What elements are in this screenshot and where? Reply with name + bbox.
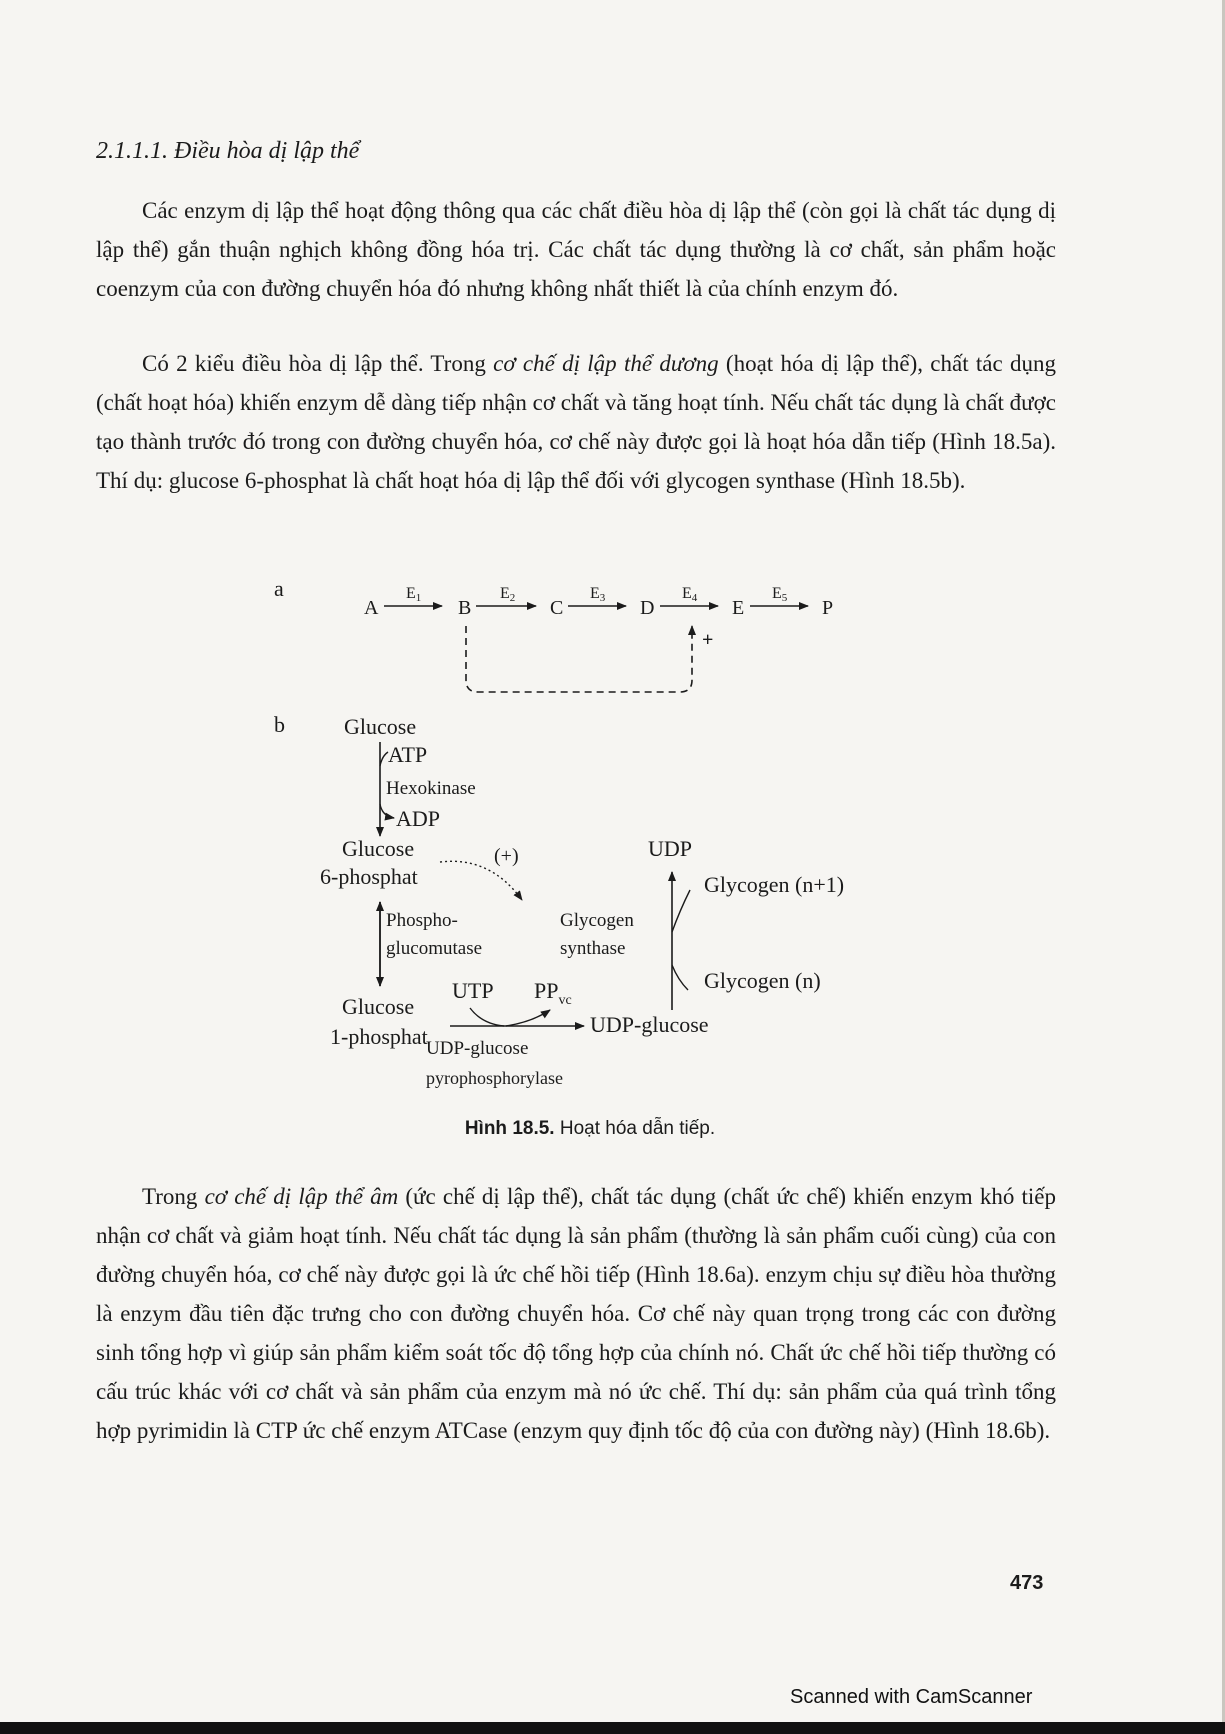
glycogen-n1-curve — [672, 890, 690, 932]
feedforward-dashed-arrow — [466, 626, 692, 692]
caption-number: Hình 18.5. — [464, 1118, 555, 1139]
udp-label: UDP — [648, 836, 693, 861]
paragraph-2 — [96, 344, 1056, 500]
paragraph-3 — [96, 1177, 1056, 1450]
enzyme-label-line1: UDP-glucose — [426, 1038, 529, 1059]
glucose-label: Glucose — [344, 714, 417, 739]
hexokinase-label: Hexokinase — [386, 778, 476, 799]
mutase-label-line1: Phospho- — [386, 910, 458, 931]
feedforward-plus-sign: + — [702, 629, 714, 651]
glycogen-n-label: Glycogen (n) — [704, 968, 821, 993]
node-e: E — [732, 597, 745, 619]
g1p-label-line1: Glucose — [342, 994, 415, 1019]
atp-label: ATP — [388, 742, 428, 767]
ppvc-curve — [506, 1010, 550, 1026]
figure-18-5 — [260, 570, 920, 1139]
page-number: 473 — [1010, 1572, 1044, 1594]
ppvc-label: $PP_{vc}$ — [534, 978, 572, 1008]
panel-b-pathway — [320, 714, 844, 1088]
activator-sign: (+) — [494, 845, 519, 867]
node-d: D — [640, 597, 655, 619]
g6p-label-line1: Glucose — [342, 836, 415, 861]
enzyme-e4-label: E4 — [682, 585, 698, 604]
paragraph-2-text-after: (hoạt hóa dị lập thể), chất tác dụng (chất hoạt hóa) khiến enzym dễ dàng tiếp nhận cơ chất và tăng hoạt tính. Nếu chất tác dụng là chất được tạo thành trước đó trong con đường chuyển hóa, cơ chế này được gọi là hoạt hóa dẫn tiếp (Hình 18.5a). Thí dụ: glucose 6-phosphat là chất hoạt hóa dị lập thể đối với glycogen synthase (Hình 18.5b). — [96, 351, 1056, 493]
udp-glucose-label: UDP-glucose — [590, 1012, 709, 1037]
g1p-label-line2: 1-phosphat — [330, 1024, 428, 1049]
adp-label: ADP — [396, 806, 441, 831]
node-c: C — [550, 597, 564, 619]
scanner-watermark: Scanned with CamScanner — [790, 1686, 1033, 1708]
node-a: A — [364, 597, 379, 619]
node-b: B — [458, 597, 472, 619]
atp-curve — [380, 752, 388, 766]
synthase-label-line1: Glycogen — [560, 910, 634, 931]
paragraph-2-emphasis: cơ chế dị lập thể dương — [493, 351, 719, 376]
panel-a-label: a — [274, 576, 284, 601]
glycogen-n1-label: Glycogen (n+1) — [704, 872, 845, 897]
enzyme-e1-label: E1 — [406, 585, 422, 604]
section-heading: 2.1.1.1. Điều hòa dị lập thể — [96, 138, 360, 164]
paragraph-3-emphasis: cơ chế dị lập thể âm — [204, 1184, 399, 1209]
utp-label: UTP — [452, 978, 494, 1003]
enzyme-e5-label: E5 — [772, 585, 788, 604]
node-p: P — [822, 597, 834, 619]
mutase-label-line2: glucomutase — [386, 938, 483, 959]
synthase-label-line2: synthase — [560, 938, 626, 959]
paragraph-1: Các enzym dị lập thể hoạt động thông qua các chất điều hòa dị lập thể (còn gọi là chất tác dụng dị lập thể) gắn thuận nghịch không đồng hóa trị. Các chất tác dụng thường là cơ chất, sản phẩm hoặc coenzym của con đường chuyển hóa đó nhưng không nhất thiết là của chính enzym đó. — [96, 198, 1056, 301]
enzyme-e3-label: E3 — [590, 585, 606, 604]
utp-curve — [470, 1008, 504, 1026]
paragraph-3-text-before: Trong — [142, 1184, 205, 1209]
activation-dotted-arrow — [440, 861, 522, 900]
panel-b-label: b — [274, 712, 285, 737]
caption-text: Hoạt hóa dẫn tiếp. — [554, 1118, 716, 1139]
g6p-label-line2: 6-phosphat — [320, 864, 418, 889]
paragraph-3-text-after: (ức chế dị lập thể), chất tác dụng (chất ức chế) khiến enzym khó tiếp nhận cơ chất và giảm hoạt tính. Nếu chất tác dụng là sản phẩm (thường là sản phẩm cuối cùng) của con đường chuyển hóa, cơ chế này được gọi là ức chế hồi tiếp (Hình 18.6a). enzym chịu sự điều hòa thường là enzym đầu tiên đặc trưng cho con đường chuyển hóa. Cơ chế này quan trọng trong các con đường sinh tổng hợp vì giúp sản phẩm kiểm soát tốc độ tổng hợp của chính nó. Chất ức chế hồi tiếp thường có cấu trúc khác với cơ chất và sản phẩm của enzym mà nó ức chế. Thí dụ: sản phẩm của quá trình tổng hợp pyrimidin là CTP ức chế enzym ATCase (enzym quy định tốc độ của con đường này) (Hình 18.6b). — [96, 1184, 1056, 1443]
scan-bottom-edge — [0, 1722, 1225, 1734]
pathway-diagram — [260, 570, 920, 1110]
glycogen-n-curve — [672, 965, 688, 990]
panel-a-pathway — [364, 585, 833, 692]
enzyme-label-line2: pyrophosphorylase — [426, 1068, 563, 1088]
adp-curve — [380, 804, 394, 818]
figure-caption — [260, 1118, 920, 1140]
paragraph-2-text-before: Có 2 kiểu điều hòa dị lập thể. Trong — [142, 351, 494, 376]
enzyme-e2-label: E2 — [500, 585, 516, 604]
